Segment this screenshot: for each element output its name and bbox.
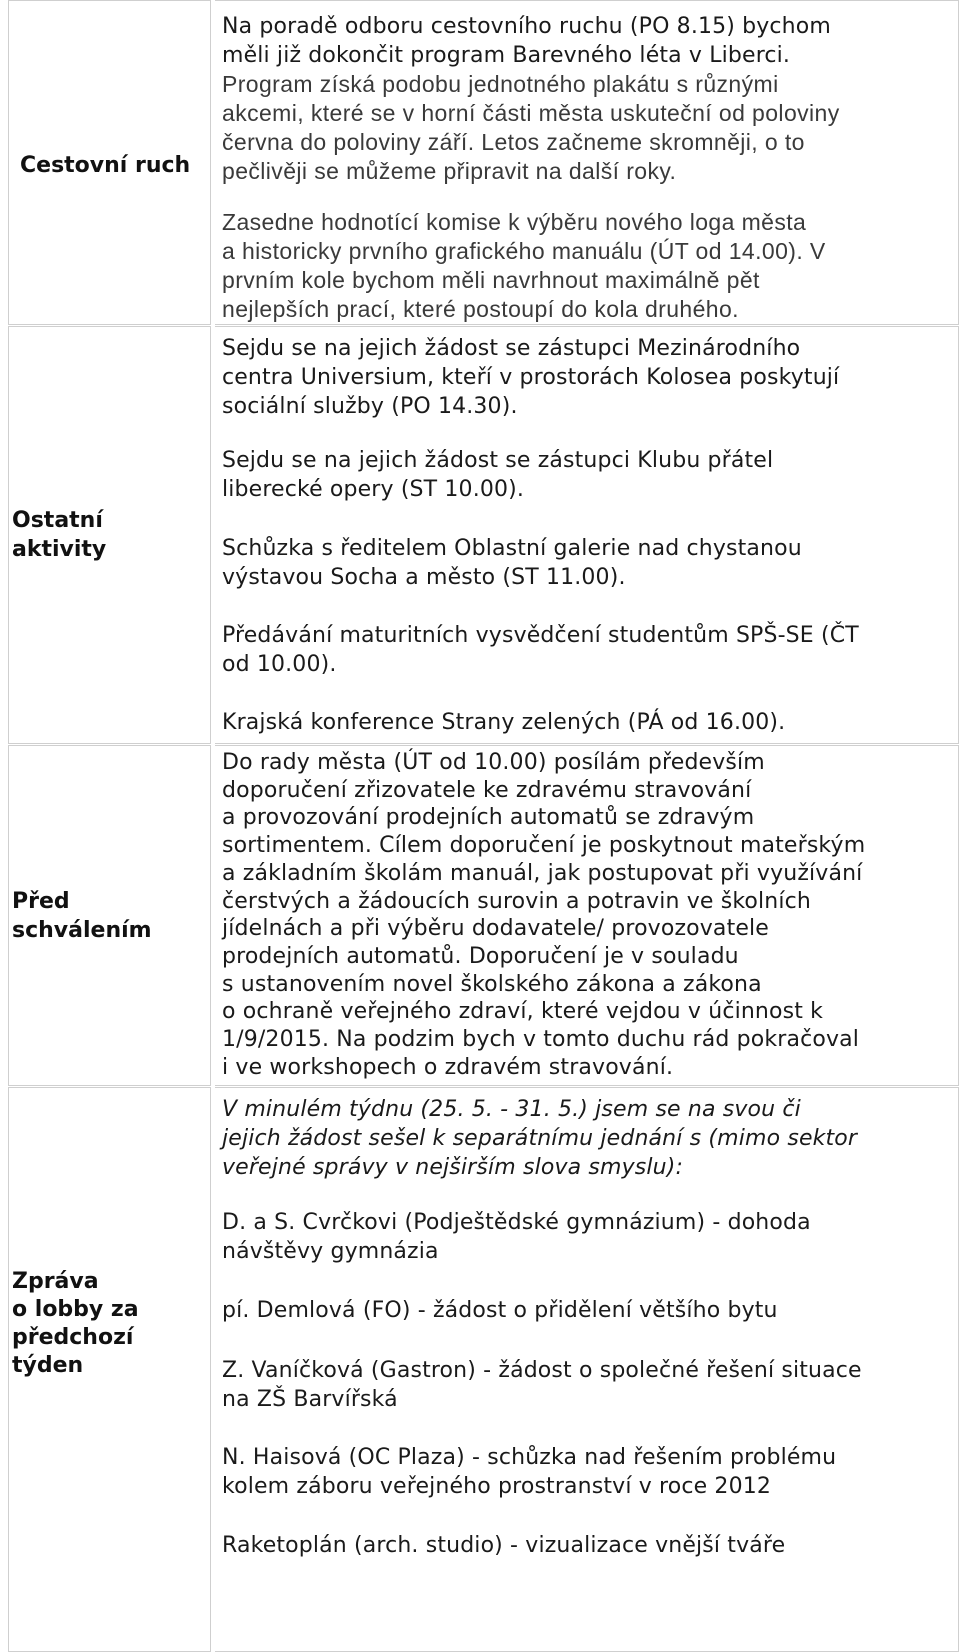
- text-line: jejich žádost sešel k separátnímu jednání s (mimo sektor: [222, 1126, 858, 1151]
- text-line: měli již dokončit program Barevného léta v Liberci.: [222, 43, 791, 68]
- text-line: Na poradě odboru cestovního ruchu (PO 8.15) bychom: [222, 14, 831, 39]
- paragraph: [222, 534, 942, 592]
- text-line: Zasedne hodnotící komise k výběru nového loga města: [222, 209, 807, 235]
- text-line: kolem záboru veřejného prostranství v roce 2012: [222, 1474, 772, 1499]
- label-line: Ostatní: [12, 508, 103, 533]
- text-line: liberecké opery (ST 10.00).: [222, 477, 525, 502]
- text-line: a historicky prvního grafického manuálu (ÚT od 14.00). V: [222, 238, 826, 264]
- text-line: akcemi, které se v horní části města uskuteční od poloviny: [222, 100, 840, 126]
- text-line: a provozování prodejních automatů se zdravým: [222, 805, 755, 831]
- label-line: Zpráva: [12, 1269, 99, 1294]
- paragraph: [222, 1296, 942, 1325]
- text-line: čerstvých a žádoucích surovin a potravin ve školních: [222, 888, 811, 914]
- row-label: [12, 506, 106, 564]
- text-line: Krajská konference Strany zelených (PÁ od 16.00).: [222, 710, 786, 735]
- label-line: Cestovní ruch: [20, 153, 191, 178]
- text-line: veřejné správy v nejširším slova smyslu):: [222, 1155, 684, 1180]
- paragraph: [222, 208, 942, 324]
- paragraph: [222, 334, 942, 421]
- row-label: [20, 151, 190, 180]
- paragraph: [222, 621, 942, 679]
- text-line: jídelnách a při výběru dodavatele/ provozovatele: [222, 916, 769, 942]
- paragraph: [222, 1095, 942, 1182]
- text-line: výstavou Socha a město (ST 11.00).: [222, 565, 626, 590]
- text-line: návštěvy gymnázia: [222, 1239, 439, 1264]
- text-line: Sejdu se na jejich žádost se zástupci Mezinárodního: [222, 336, 801, 361]
- row-label: [12, 1268, 139, 1380]
- text-line: s ustanovením novel školského zákona a zákona: [222, 971, 762, 997]
- text-line: nejlepších prací, které postoupí do kola druhého.: [222, 296, 739, 322]
- paragraph: [222, 1356, 942, 1414]
- text-line: pí. Demlová (FO) - žádost o přidělení většího bytu: [222, 1298, 778, 1323]
- label-line: týden: [12, 1353, 84, 1378]
- text-line: i ve workshopech o zdravém stravování.: [222, 1054, 674, 1080]
- label-line: schválením: [12, 918, 152, 943]
- text-line: centra Universium, kteří v prostorách Kolosea poskytují: [222, 365, 840, 390]
- label-line: Před: [12, 889, 70, 914]
- text-line: Předávání maturitních vysvědčení studentům SPŠ-SE (ČT: [222, 623, 859, 648]
- text-line: Do rady města (ÚT od 10.00) posílám především: [222, 750, 765, 775]
- text-line: D. a S. Cvrčkovi (Podještědské gymnázium) - dohoda: [222, 1210, 811, 1235]
- text-line: sociální služby (PO 14.30).: [222, 394, 518, 419]
- text-line: prodejních automatů. Doporučení je v souladu: [222, 943, 739, 969]
- paragraph: [222, 708, 942, 737]
- text-line: od 10.00).: [222, 652, 337, 677]
- text-line: Program získá podobu jednotného plakátu s různými: [222, 71, 779, 97]
- label-line: o lobby za: [12, 1297, 139, 1322]
- text-line: V minulém týdnu (25. 5. - 31. 5.) jsem se na svou či: [222, 1097, 801, 1122]
- text-line: na ZŠ Barvířská: [222, 1387, 398, 1412]
- row-label: [12, 887, 152, 945]
- text-line: Z. Vaníčková (Gastron) - žádost o společné řešení situace: [222, 1358, 862, 1383]
- paragraph: [222, 1531, 942, 1560]
- paragraph: [222, 1443, 942, 1501]
- text-line: Sejdu se na jejich žádost se zástupci Klubu přátel: [222, 448, 774, 473]
- text-line: pečlivěji se můžeme připravit na další roky.: [222, 158, 677, 184]
- paragraph: [222, 1208, 942, 1266]
- label-line: aktivity: [12, 537, 107, 562]
- text-line: Schůzka s ředitelem Oblastní galerie nad chystanou: [222, 536, 802, 561]
- text-line: 1/9/2015. Na podzim bych v tomto duchu rád pokračoval: [222, 1027, 860, 1053]
- paragraph: [222, 12, 942, 186]
- text-line: sortimentem. Cílem doporučení je poskytnout mateřským: [222, 833, 866, 859]
- label-line: předchozí: [12, 1325, 134, 1350]
- text-line: června do poloviny září. Letos začneme skromněji, o to: [222, 129, 805, 155]
- paragraph: [222, 446, 942, 504]
- text-line: o ochraně veřejného zdraví, které vejdou v účinnost k: [222, 999, 824, 1025]
- text-line: N. Haisová (OC Plaza) - schůzka nad řešením problému: [222, 1445, 837, 1470]
- paragraph: [222, 749, 942, 1081]
- text-line: a základním školám manuál, jak postupovat při využívání: [222, 860, 863, 886]
- text-line: Raketoplán (arch. studio) - vizualizace vnější tváře: [222, 1533, 786, 1558]
- text-line: prvním kole bychom měli navrhnout maximálně pět: [222, 267, 760, 293]
- text-line: doporučení zřizovatele ke zdravému stravování: [222, 777, 752, 803]
